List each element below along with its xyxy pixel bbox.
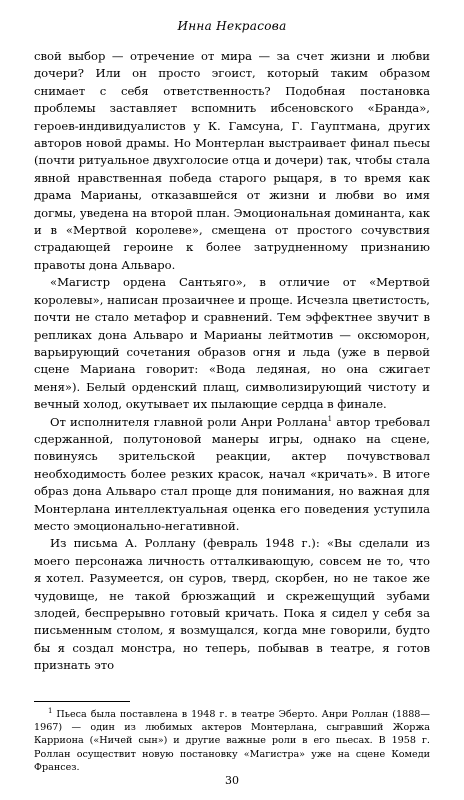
- paragraph-2: «Магистр ордена Сантьяго», в отличие от «Мертвой королевы», написан прозаичнее и проще. Исчезла цветистость, почти не стало метафор и сравнений. Тем эффектнее звучит в репликах дона Альваро и Марианы лейтмотив — оксюморон, варьирующий сочетания образов огня и льда (уже в первой сцене Мариана говорит: «Вода ледяная, но она сжигает меня»). Белый орденский плащ, символизирующий чистоту и вечный холод, окутывает их пылающие сердца в финале.: [34, 275, 430, 412]
- paragraph-1: свой выбор — отречение от мира — за счет жизни и любви дочери? Или он просто эгоист, который таким образом снимает с себя ответственность? Подобная постановка проблемы заставляет вспомнить ибсеновского «Бранда», героев-индивидуалистов у К. Гамсуна, Г. Гауптмана, других авторов новой драмы. Но Монтерлан выстраивает финал пьесы (почти ритуальное двухголосие отца и дочери) так, чтобы стала явной нравственная победа старого рыцаря, в то время как драма Марианы, отказавшейся от жизни и любви во имя догмы, уведена на второй план. Эмоциональная доминанта, как и в «Мертвой королеве», смещена от простого сочувствия страдающей героине к более затрудненному признанию правоты дона Альваро.: [34, 49, 430, 272]
- footnote-separator: [34, 701, 130, 702]
- paragraph-3-start: От исполнителя главной роли Анри Роллана: [50, 414, 328, 429]
- footnote-reference[interactable]: 1: [327, 414, 333, 423]
- paragraph-4: Из письма А. Роллану (февраль 1948 г.): «Вы сделали из моего персонажа личность отталкивающую, совсем не то, что я хотел. Разумеется, он суров, тверд, скорбен, но не такое же чудовище, не такой брюзжащий и скрежещущий зубами злодей, беспрерывно готовый кричать. Пока я сидел у себя за письменным столом, я возмущался, когда мне говорили, будто бы я создал монстра, но теперь, побывав в театре, я готов признать это: [34, 536, 430, 673]
- paragraph-3: [34, 414, 430, 536]
- book-page: [34, 18, 430, 788]
- page-number: 30: [225, 774, 239, 787]
- footnote: [34, 708, 430, 775]
- footnote-text: Пьеса была поставлена в 1948 г. в театре Эберто. Анри Роллан (1888—1967) — один из любимых актеров Монтерлана, сыгравший Жоржа Карриона («Ничей сын») и другие важные роли в его пьесах. В 1958 г. Роллан осуществит новую постановку «Магистра» уже на сцене Комеди Франсез.: [34, 708, 430, 774]
- paragraph-3-rest: автор требовал сдержанной, полутоновой манеры игры, однако на сцене, повинуясь зрительской реакции, актер почувствовал необходимость более резких красок, начал «кричать». В итоге образ дона Альваро стал проще для понимания, но важная для Монтерлана интеллектуальная оценка его поведения уступила место эмоционально-негативной.: [34, 414, 430, 533]
- running-head: Инна Некрасова: [177, 19, 287, 33]
- body-text: [34, 48, 430, 675]
- footnote-marker: 1: [48, 706, 53, 715]
